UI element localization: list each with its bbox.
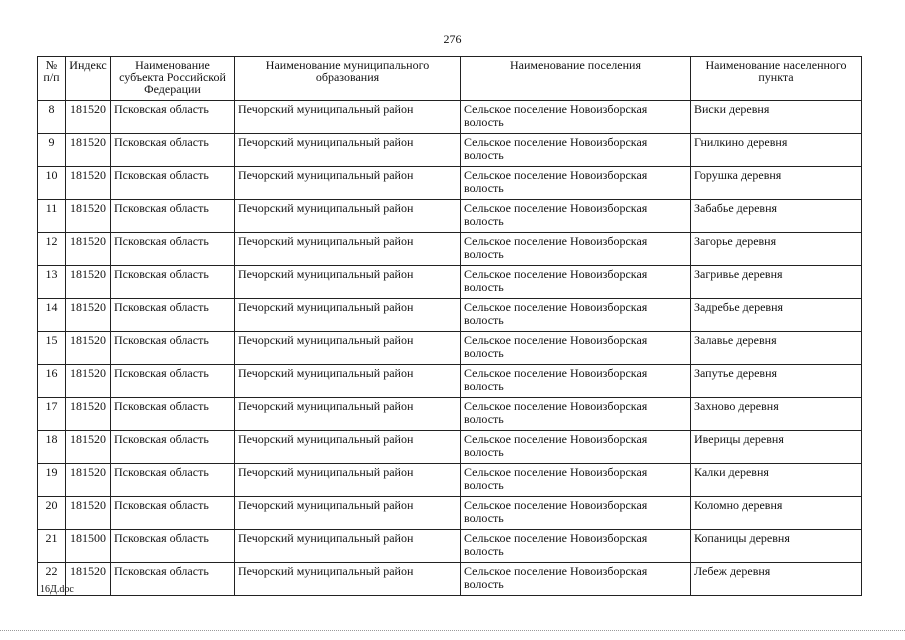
cell-locality: Забабье деревня (691, 200, 862, 233)
cell-num: 21 (38, 530, 66, 563)
cell-index: 181520 (66, 299, 111, 332)
cell-municipality: Печорский муниципальный район (235, 365, 461, 398)
cell-settlement: Сельское поселение Новоизборская волость (461, 464, 691, 497)
cell-index: 181520 (66, 398, 111, 431)
cell-locality: Виски деревня (691, 101, 862, 134)
cell-num: 10 (38, 167, 66, 200)
cell-num: 20 (38, 497, 66, 530)
table-row (38, 431, 862, 464)
cell-subject: Псковская область (111, 398, 235, 431)
cell-index: 181520 (66, 167, 111, 200)
header-num: № п/п (38, 57, 66, 101)
cell-index: 181520 (66, 332, 111, 365)
cell-subject: Псковская область (111, 563, 235, 596)
cell-municipality: Печорский муниципальный район (235, 299, 461, 332)
cell-municipality: Печорский муниципальный район (235, 167, 461, 200)
cell-subject: Псковская область (111, 431, 235, 464)
cell-num: 14 (38, 299, 66, 332)
cell-num: 19 (38, 464, 66, 497)
cell-municipality: Печорский муниципальный район (235, 332, 461, 365)
cell-locality: Горушка деревня (691, 167, 862, 200)
cell-locality: Копаницы деревня (691, 530, 862, 563)
cell-locality: Лебеж деревня (691, 563, 862, 596)
cell-municipality: Печорский муниципальный район (235, 431, 461, 464)
cell-settlement: Сельское поселение Новоизборская волость (461, 167, 691, 200)
cell-index: 181520 (66, 233, 111, 266)
cell-settlement: Сельское поселение Новоизборская волость (461, 233, 691, 266)
cell-num: 8 (38, 101, 66, 134)
cell-index: 181500 (66, 530, 111, 563)
cell-settlement: Сельское поселение Новоизборская волость (461, 332, 691, 365)
header-subject: Наименование субъекта Российской Федерации (111, 57, 235, 101)
cell-subject: Псковская область (111, 200, 235, 233)
cell-municipality: Печорский муниципальный район (235, 200, 461, 233)
cell-municipality: Печорский муниципальный район (235, 233, 461, 266)
table-row (38, 563, 862, 596)
header-locality: Наименование населенного пункта (691, 57, 862, 101)
cell-municipality: Печорский муниципальный район (235, 464, 461, 497)
cell-settlement: Сельское поселение Новоизборская волость (461, 200, 691, 233)
cell-settlement: Сельское поселение Новоизборская волость (461, 398, 691, 431)
cell-settlement: Сельское поселение Новоизборская волость (461, 563, 691, 596)
cell-index: 181520 (66, 200, 111, 233)
cell-subject: Псковская область (111, 167, 235, 200)
cell-subject: Псковская область (111, 332, 235, 365)
cell-municipality: Печорский муниципальный район (235, 398, 461, 431)
cell-index: 181520 (66, 431, 111, 464)
cell-num: 15 (38, 332, 66, 365)
table-row (38, 200, 862, 233)
cell-municipality: Печорский муниципальный район (235, 101, 461, 134)
header-index: Индекс (66, 57, 111, 101)
cell-locality: Запутье деревня (691, 365, 862, 398)
settlements-table (37, 56, 862, 596)
table-body (38, 101, 862, 596)
table-row (38, 464, 862, 497)
cell-locality: Залавье деревня (691, 332, 862, 365)
cell-subject: Псковская область (111, 233, 235, 266)
cell-settlement: Сельское поселение Новоизборская волость (461, 365, 691, 398)
cell-num: 22 (38, 563, 66, 596)
table-row (38, 266, 862, 299)
table-row (38, 398, 862, 431)
header-settlement: Наименование поселения (461, 57, 691, 101)
cell-num: 16 (38, 365, 66, 398)
cell-locality: Гнилкино деревня (691, 134, 862, 167)
table-row (38, 233, 862, 266)
cell-settlement: Сельское поселение Новоизборская волость (461, 497, 691, 530)
cell-num: 12 (38, 233, 66, 266)
cell-index: 181520 (66, 134, 111, 167)
cell-settlement: Сельское поселение Новоизборская волость (461, 299, 691, 332)
cell-index: 181520 (66, 365, 111, 398)
table-row (38, 530, 862, 563)
table-row (38, 299, 862, 332)
header-municipality: Наименование муниципального образования (235, 57, 461, 101)
cell-index: 181520 (66, 266, 111, 299)
cell-settlement: Сельское поселение Новоизборская волость (461, 530, 691, 563)
cell-subject: Псковская область (111, 497, 235, 530)
table-row (38, 332, 862, 365)
table-row (38, 365, 862, 398)
cell-index: 181520 (66, 464, 111, 497)
cell-num: 9 (38, 134, 66, 167)
cell-locality: Загорье деревня (691, 233, 862, 266)
cell-settlement: Сельское поселение Новоизборская волость (461, 266, 691, 299)
table-row (38, 134, 862, 167)
cell-subject: Псковская область (111, 266, 235, 299)
cell-index: 181520 (66, 563, 111, 596)
cell-index: 181520 (66, 101, 111, 134)
cell-locality: Задребье деревня (691, 299, 862, 332)
table-row (38, 101, 862, 134)
cell-subject: Псковская область (111, 299, 235, 332)
cell-subject: Псковская область (111, 464, 235, 497)
cell-locality: Коломно деревня (691, 497, 862, 530)
table-row (38, 167, 862, 200)
scan-edge-line (0, 630, 905, 632)
table-row (38, 497, 862, 530)
cell-num: 17 (38, 398, 66, 431)
cell-locality: Калки деревня (691, 464, 862, 497)
cell-municipality: Печорский муниципальный район (235, 563, 461, 596)
cell-municipality: Печорский муниципальный район (235, 134, 461, 167)
table-header-row (38, 57, 862, 101)
cell-settlement: Сельское поселение Новоизборская волость (461, 101, 691, 134)
file-name-footer: 16Д.doc (40, 584, 74, 595)
cell-locality: Захново деревня (691, 398, 862, 431)
cell-num: 13 (38, 266, 66, 299)
cell-subject: Псковская область (111, 530, 235, 563)
cell-index: 181520 (66, 497, 111, 530)
cell-settlement: Сельское поселение Новоизборская волость (461, 431, 691, 464)
cell-subject: Псковская область (111, 134, 235, 167)
cell-settlement: Сельское поселение Новоизборская волость (461, 134, 691, 167)
cell-locality: Иверицы деревня (691, 431, 862, 464)
page-number: 276 (443, 32, 462, 46)
cell-locality: Загривье деревня (691, 266, 862, 299)
cell-subject: Псковская область (111, 101, 235, 134)
cell-subject: Псковская область (111, 365, 235, 398)
cell-num: 11 (38, 200, 66, 233)
cell-num: 18 (38, 431, 66, 464)
cell-municipality: Печорский муниципальный район (235, 266, 461, 299)
cell-municipality: Печорский муниципальный район (235, 497, 461, 530)
cell-municipality: Печорский муниципальный район (235, 530, 461, 563)
